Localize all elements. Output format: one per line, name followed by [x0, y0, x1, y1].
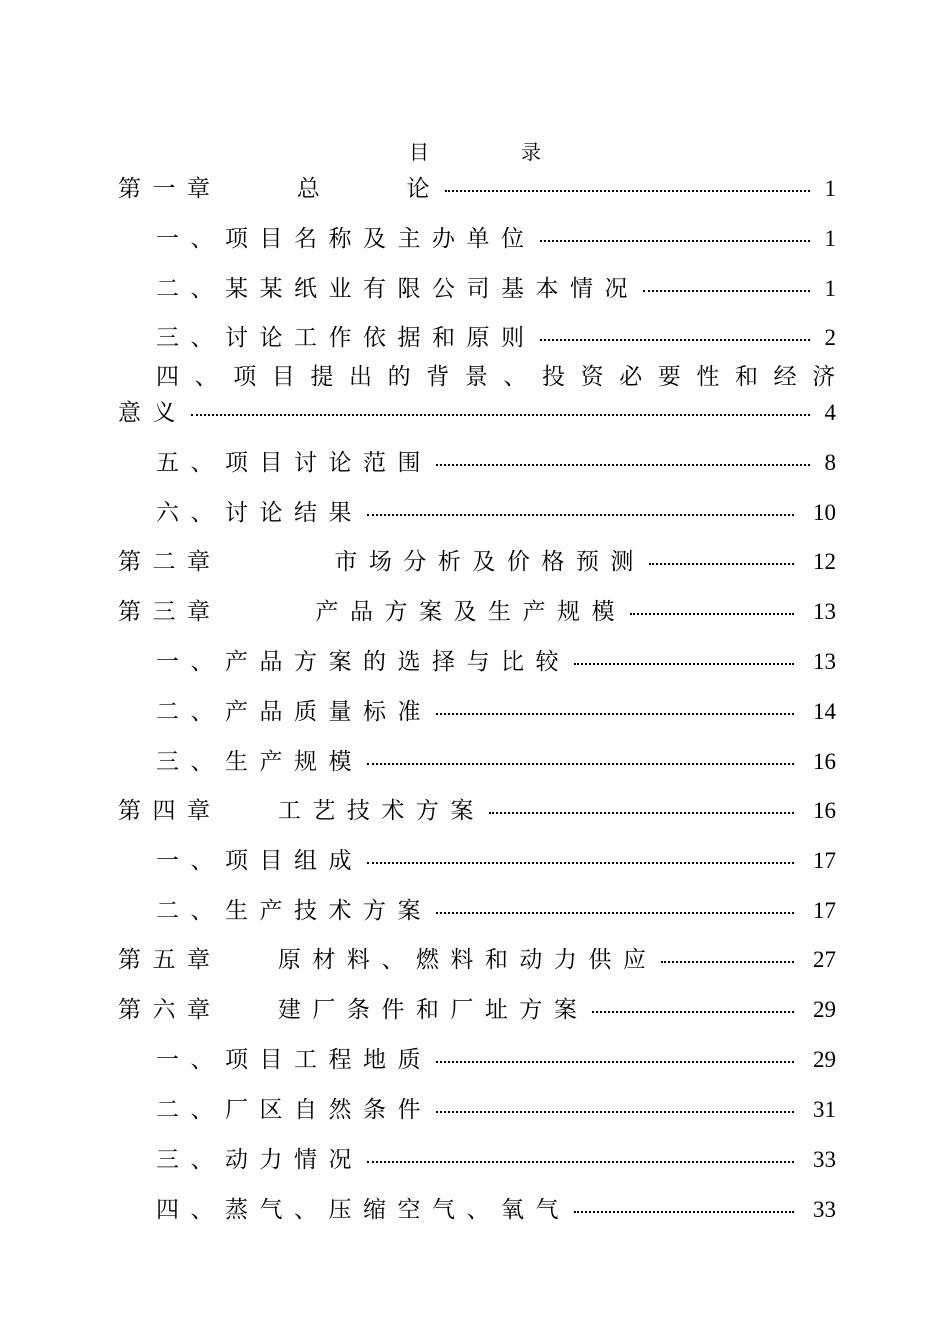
toc-entry-label: 三、生产规模 [156, 749, 363, 775]
toc-entry-page: 17 [813, 898, 836, 923]
toc-entry-page: 12 [813, 549, 836, 574]
toc-entry-label: 四、蒸气、压缩空气、氧气 [156, 1197, 570, 1223]
toc-entry-label: 第五章 原材料、燃料和动力供应 [118, 947, 658, 973]
toc-entry-chapter-6[interactable] [118, 991, 836, 1025]
toc-entry-chapter-3[interactable] [118, 593, 836, 627]
toc-entry-page: 16 [813, 798, 836, 823]
toc-entry-chapter-2[interactable] [118, 543, 836, 577]
leader-dots [540, 339, 811, 341]
leader-dots [574, 663, 794, 665]
toc-entry-6-4[interactable] [156, 1191, 836, 1225]
leader-dots [661, 961, 794, 963]
toc-entry-label: 三、讨论工作依据和原则 [156, 325, 536, 351]
leader-dots [649, 563, 794, 565]
leader-dots [367, 862, 794, 864]
toc-entry-label: 第三章 产品方案及生产规模 [118, 599, 627, 625]
toc-entry-1-4-line1[interactable]: 四、项目提出的背景、投资必要性和经济 [156, 364, 851, 390]
toc-entry-chapter-5[interactable] [118, 941, 836, 975]
toc-entry-1-3[interactable] [156, 319, 836, 353]
leader-dots [367, 763, 794, 765]
toc-entry-chapter-4[interactable] [118, 792, 836, 826]
toc-entry-6-2[interactable] [156, 1091, 836, 1125]
leader-dots [630, 613, 794, 615]
leader-dots [445, 190, 810, 192]
toc-entry-page: 29 [813, 997, 836, 1022]
toc-entry-chapter-1[interactable] [118, 170, 836, 204]
leader-dots [191, 414, 810, 416]
leader-dots [436, 912, 794, 914]
toc-entry-6-1[interactable] [156, 1041, 836, 1075]
toc-entry-1-2[interactable] [156, 270, 836, 304]
toc-entry-3-1[interactable] [156, 643, 836, 677]
toc-entry-3-2[interactable] [156, 693, 836, 727]
toc-entry-label: 二、厂区自然条件 [156, 1097, 432, 1123]
leader-dots [574, 1211, 794, 1213]
leader-dots [436, 713, 794, 715]
leader-dots [436, 1061, 794, 1063]
leader-dots [436, 1111, 794, 1113]
toc-entry-page: 27 [813, 947, 836, 972]
toc-entry-page: 33 [813, 1147, 836, 1172]
leader-dots [489, 812, 794, 814]
toc-entry-6-3[interactable] [156, 1141, 836, 1175]
leader-dots [436, 464, 810, 466]
toc-entry-label: 意义 [118, 400, 187, 426]
leader-dots [367, 1161, 794, 1163]
toc-entry-page: 17 [813, 848, 836, 873]
toc-entry-label: 五、项目讨论范围 [156, 450, 432, 476]
toc-entry-4-1[interactable] [156, 842, 836, 876]
toc-entry-label: 第二章 市场分析及价格预测 [118, 549, 645, 575]
toc-entry-label: 一、项目名称及主办单位 [156, 226, 536, 252]
leader-dots [643, 290, 810, 292]
toc-entry-label: 六、讨论结果 [156, 500, 363, 526]
toc-entry-page: 31 [813, 1097, 836, 1122]
toc-entry-1-4-line2[interactable] [118, 394, 836, 428]
toc-entry-1-6[interactable] [156, 494, 836, 528]
toc-entry-page: 8 [824, 450, 836, 475]
toc-entry-page: 10 [813, 500, 836, 525]
toc-entry-page: 1 [824, 176, 836, 201]
toc-entry-label: 第六章 建厂条件和厂址方案 [118, 997, 589, 1023]
leader-dots [540, 240, 811, 242]
toc-entry-label: 三、动力情况 [156, 1147, 363, 1173]
toc-entry-label: 第一章 总 论 [118, 176, 441, 202]
toc-entry-page: 33 [813, 1197, 836, 1222]
toc-entry-label: 二、产品质量标准 [156, 699, 432, 725]
toc-entry-3-3[interactable] [156, 743, 836, 777]
toc-entry-label: 一、项目工程地质 [156, 1047, 432, 1073]
toc-entry-page: 29 [813, 1047, 836, 1072]
toc-entry-1-5[interactable] [156, 444, 836, 478]
toc-entry-page: 14 [813, 699, 836, 724]
toc-entry-label: 二、生产技术方案 [156, 898, 432, 924]
toc-entry-page: 1 [824, 226, 836, 251]
toc-entry-page: 2 [824, 325, 836, 350]
leader-dots [367, 514, 794, 516]
toc-entry-page: 13 [813, 649, 836, 674]
toc-entry-label: 第四章 工艺技术方案 [118, 798, 485, 824]
toc-title: 目录 [409, 140, 633, 164]
toc-entry-label: 一、产品方案的选择与比较 [156, 649, 570, 675]
toc-entry-page: 1 [824, 276, 836, 301]
toc-entry-1-1[interactable] [156, 220, 836, 254]
leader-dots [592, 1011, 794, 1013]
toc-entry-page: 4 [824, 400, 836, 425]
toc-entry-page: 13 [813, 599, 836, 624]
toc-entry-4-2[interactable] [156, 892, 836, 926]
toc-entry-label: 二、某某纸业有限公司基本情况 [156, 276, 639, 302]
toc-entry-label: 一、项目组成 [156, 848, 363, 874]
toc-entry-page: 16 [813, 749, 836, 774]
